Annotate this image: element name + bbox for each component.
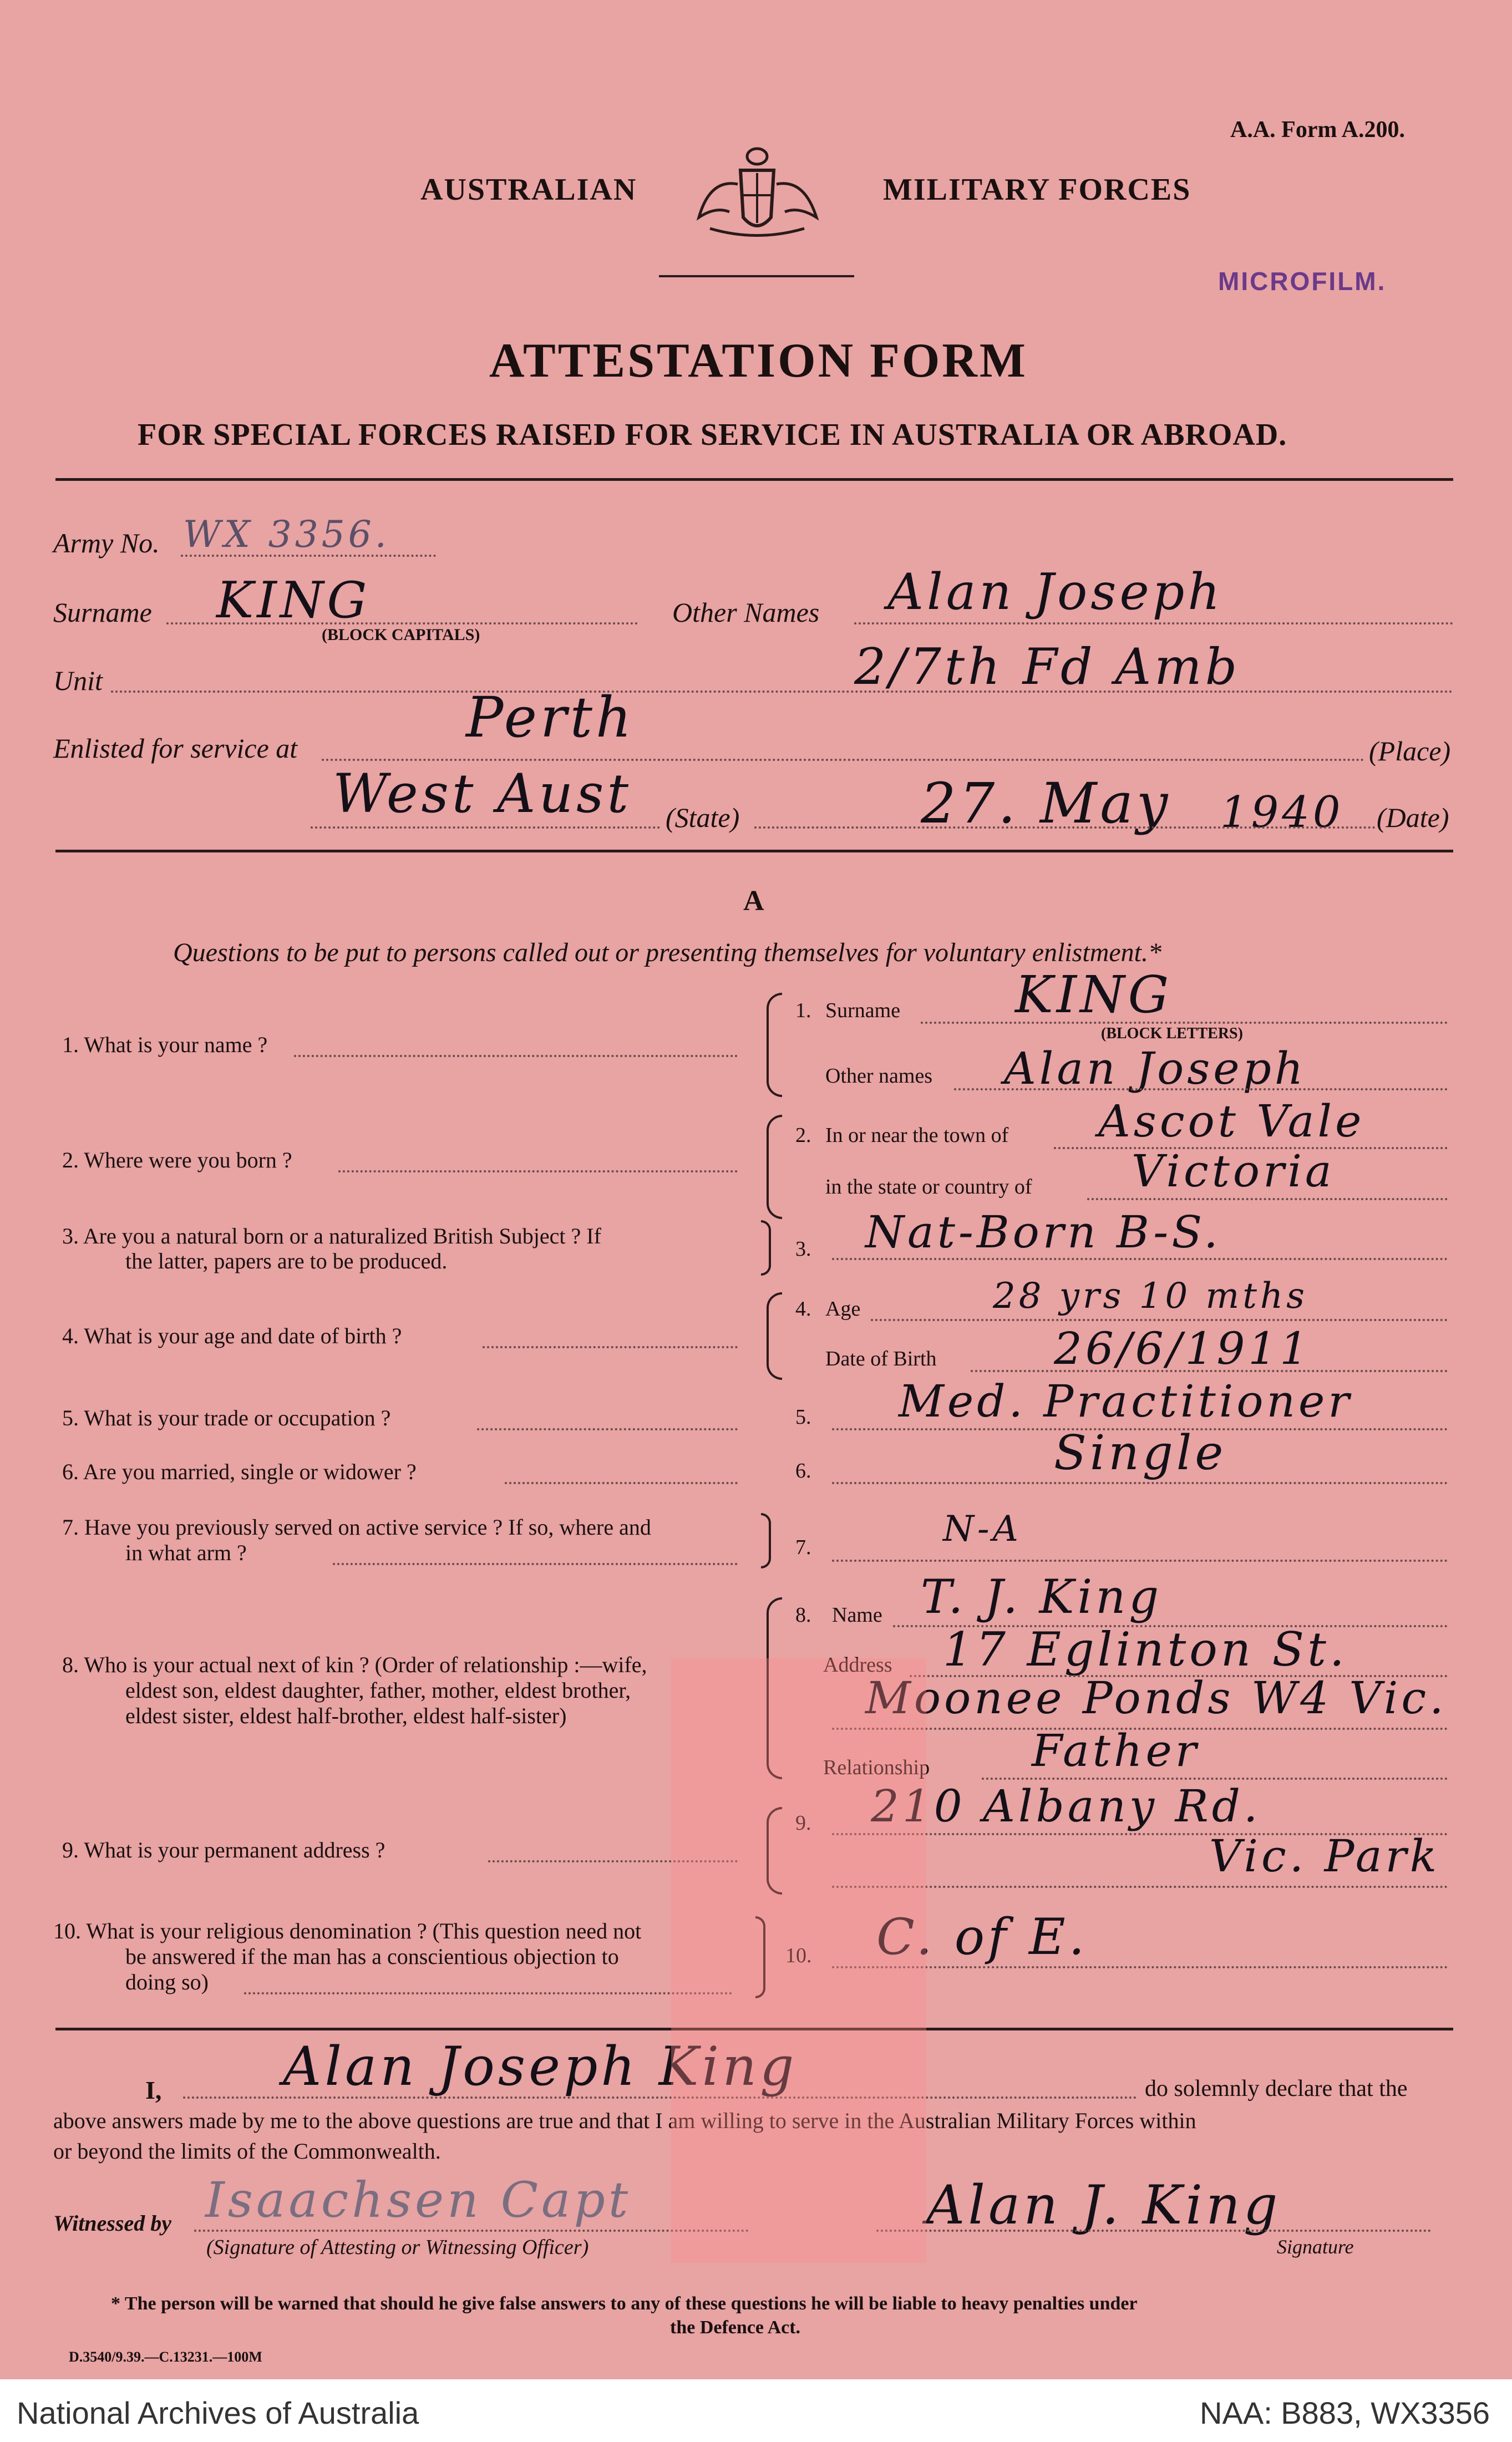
declaration-line2: above answers made by me to the above questions are true and that I am willing to serve in the Australian Military Forces within <box>53 2108 1196 2133</box>
answer-2-state-line <box>1087 1198 1448 1200</box>
answer-5-value: Med. Practitioner <box>899 1375 1353 1427</box>
top-divider <box>55 478 1453 481</box>
answer-1-other-value: Alan Joseph <box>1004 1043 1307 1094</box>
answer-7-line <box>832 1560 1448 1562</box>
state-line <box>311 826 660 829</box>
archive-footer <box>0 2379 1512 2442</box>
microfilm-stamp: MICROFILM. <box>1218 267 1387 296</box>
witness-caption: (Signature of Attesting or Witnessing Officer) <box>206 2236 589 2259</box>
question-10-line1: 10. What is your religious denomination ? (This question need not <box>53 1918 642 1943</box>
fields-divider <box>55 850 1453 852</box>
question-9: 9. What is your permanent address ? <box>62 1837 385 1862</box>
answer-4-dob-label: Date of Birth <box>825 1347 937 1370</box>
answer-8-relationship-line <box>982 1778 1448 1780</box>
question-8-line2: eldest son, eldest daughter, father, mother, eldest brother, <box>125 1678 631 1703</box>
witness-signature: Isaachsen Capt <box>205 2171 632 2228</box>
answer-8-name-label: Name <box>832 1603 882 1627</box>
question-4-brace <box>767 1292 782 1380</box>
answer-3-value: Nat-Born B-S. <box>865 1206 1221 1258</box>
footnote-line1: * The person will be warned that should he give false answers to any of these questions he will be liable to heavy penalties under <box>111 2293 1138 2314</box>
question-4: 4. What is your age and date of birth ? <box>62 1323 402 1348</box>
answer-7-number: 7. <box>795 1536 811 1559</box>
answer-3-line <box>832 1258 1448 1260</box>
answer-9-value: 210 Albany Rd. <box>871 1780 1261 1832</box>
coat-of-arms-icon <box>688 145 826 251</box>
declarant-name: Alan Joseph King <box>283 2035 798 2098</box>
witness-line <box>194 2230 749 2232</box>
state-value: West Aust <box>333 763 632 825</box>
question-10-line3: doing so) <box>125 1969 209 1994</box>
year-value: 1940 <box>1220 788 1344 837</box>
other-names-value: Alan Joseph <box>887 563 1224 621</box>
footnote-line2: the Defence Act. <box>670 2317 801 2338</box>
unit-label: Unit <box>53 665 103 696</box>
answer-2-state-value: Victoria <box>1132 1145 1335 1197</box>
answer-4-dob-line <box>971 1370 1448 1372</box>
answer-1-other-label: Other names <box>825 1064 933 1088</box>
print-code: D.3540/9.39.—C.13231.—100M <box>69 2349 262 2365</box>
answer-4-age-line <box>871 1319 1448 1321</box>
answer-8-relationship-label: Relationship <box>823 1756 930 1779</box>
block-capitals-note: (BLOCK CAPITALS) <box>322 626 480 644</box>
date-label: (Date) <box>1377 802 1449 833</box>
answer-8-address-value2: Moonee Ponds W4 Vic. <box>865 1672 1447 1724</box>
form-number: A.A. Form A.200. <box>1230 117 1405 143</box>
answer-1-surname-value: KING <box>1015 965 1173 1024</box>
question-6: 6. Are you married, single or widower ? <box>62 1459 417 1484</box>
answer-10-value: C. of E. <box>876 1908 1088 1966</box>
section-a-letter: A <box>743 885 764 917</box>
answer-5-number: 5. <box>795 1405 811 1429</box>
declaration-line3: or beyond the limits of the Commonwealth. <box>53 2139 441 2164</box>
enlisted-label: Enlisted for service at <box>53 733 298 764</box>
answer-8-address-value: 17 Eglinton St. <box>943 1622 1348 1677</box>
question-3-line2: the latter, papers are to be produced. <box>125 1248 448 1273</box>
enlisted-value: Perth <box>466 685 635 750</box>
question-5: 5. What is your trade or occupation ? <box>62 1405 391 1430</box>
declaration-i: I, <box>145 2076 162 2104</box>
header-right-title: MILITARY FORCES <box>883 172 1191 207</box>
answer-1-surname-label: Surname <box>825 999 901 1022</box>
question-1-dots <box>294 1055 738 1057</box>
question-7-dots <box>333 1563 738 1565</box>
header-left-title: AUSTRALIAN <box>420 172 637 207</box>
question-1: 1. What is your name ? <box>62 1032 268 1057</box>
answer-1-surname-line <box>921 1022 1448 1024</box>
declaration-line1-end: do solemnly declare that the <box>1145 2076 1408 2101</box>
answer-2-state-label: in the state or country of <box>825 1175 1032 1199</box>
answer-4-age-label: Age <box>825 1297 861 1321</box>
question-7-line1: 7. Have you previously served on active service ? If so, where and <box>62 1515 651 1540</box>
archive-right-label: NAA: B883, WX3356 <box>1200 2395 1490 2430</box>
signature-line <box>876 2230 1431 2232</box>
answer-4-dob-value: 26/6/1911 <box>1054 1323 1312 1374</box>
answer-7-value: N-A <box>943 1509 1022 1550</box>
other-names-label: Other Names <box>672 597 820 628</box>
answer-2-town-value: Ascot Vale <box>1098 1095 1365 1147</box>
question-3-line1: 3. Are you a natural born or a naturalized British Subject ? If <box>62 1223 601 1248</box>
question-2: 2. Where were you born ? <box>62 1148 292 1172</box>
question-2-dots <box>338 1170 738 1172</box>
question-10-dots <box>244 1992 732 1994</box>
answer-6-number: 6. <box>795 1459 811 1483</box>
state-label: (State) <box>666 802 740 833</box>
answer-9-number: 9. <box>795 1811 811 1835</box>
unit-value: 2/7th Fd Amb <box>854 638 1241 696</box>
army-no-value: WX 3356. <box>183 513 390 556</box>
answer-8-address-label: Address <box>823 1653 892 1677</box>
question-8-line3: eldest sister, eldest half-brother, eldest half-sister) <box>125 1703 567 1728</box>
question-7-brace <box>761 1513 771 1568</box>
question-10-line2: be answered if the man has a conscientious objection to <box>125 1944 619 1969</box>
form-subtitle: FOR SPECIAL FORCES RAISED FOR SERVICE IN AUSTRALIA OR ABROAD. <box>138 418 1287 452</box>
answer-1-number: 1. <box>795 999 811 1022</box>
surname-value: KING <box>216 571 371 629</box>
army-no-line <box>181 555 436 557</box>
question-7-line2: in what arm ? <box>125 1540 247 1565</box>
question-1-brace <box>767 993 782 1097</box>
answer-8-number: 8. <box>795 1603 811 1627</box>
answer-8-relationship-value: Father <box>1032 1725 1200 1776</box>
form-title: ATTESTATION FORM <box>489 334 1028 388</box>
answer-4-number: 4. <box>795 1297 811 1321</box>
enlisted-line <box>322 759 1364 761</box>
question-8-line1: 8. Who is your actual next of kin ? (Order of relationship :—wife, <box>62 1652 647 1677</box>
witnessed-label: Witnessed by <box>53 2211 171 2236</box>
archive-left-label: National Archives of Australia <box>17 2395 419 2430</box>
question-2-brace <box>767 1115 782 1219</box>
header-rule <box>659 275 854 277</box>
answer-2-town-label: In or near the town of <box>825 1124 1009 1147</box>
section-a-intro: Questions to be put to persons called out or presenting themselves for voluntary enlistment.* <box>173 938 1161 967</box>
place-label: (Place) <box>1369 735 1451 766</box>
answer-10-number: 10. <box>785 1944 812 1967</box>
declarant-line <box>183 2096 1137 2099</box>
answer-6-value: Single <box>1054 1425 1227 1481</box>
answer-3-number: 3. <box>795 1237 811 1261</box>
signature-caption: Signature <box>1277 2236 1354 2258</box>
light-patch <box>671 1658 926 2263</box>
answer-2-number: 2. <box>795 1124 811 1147</box>
surname-label: Surname <box>53 597 152 628</box>
question-6-dots <box>505 1482 738 1484</box>
other-names-line <box>854 622 1453 625</box>
answer-9-value2: Vic. Park <box>1209 1830 1440 1882</box>
army-no-label: Army No. <box>53 527 160 559</box>
answer-8-name-value: T. J. King <box>921 1570 1163 1624</box>
question-5-dots <box>477 1428 738 1430</box>
question-4-dots <box>483 1346 738 1348</box>
answer-6-line <box>832 1482 1448 1484</box>
surname-line <box>166 622 638 625</box>
answer-4-age-value: 28 yrs 10 mths <box>993 1276 1308 1317</box>
date-line <box>754 826 1376 829</box>
block-letters-note: (BLOCK LETTERS) <box>1101 1025 1243 1042</box>
enlistee-signature: Alan J. King <box>926 2174 1281 2236</box>
unit-line <box>111 691 1453 693</box>
answer-1-other-line <box>954 1088 1448 1090</box>
question-3-brace <box>761 1220 771 1276</box>
date-value: 27. May <box>921 771 1171 836</box>
